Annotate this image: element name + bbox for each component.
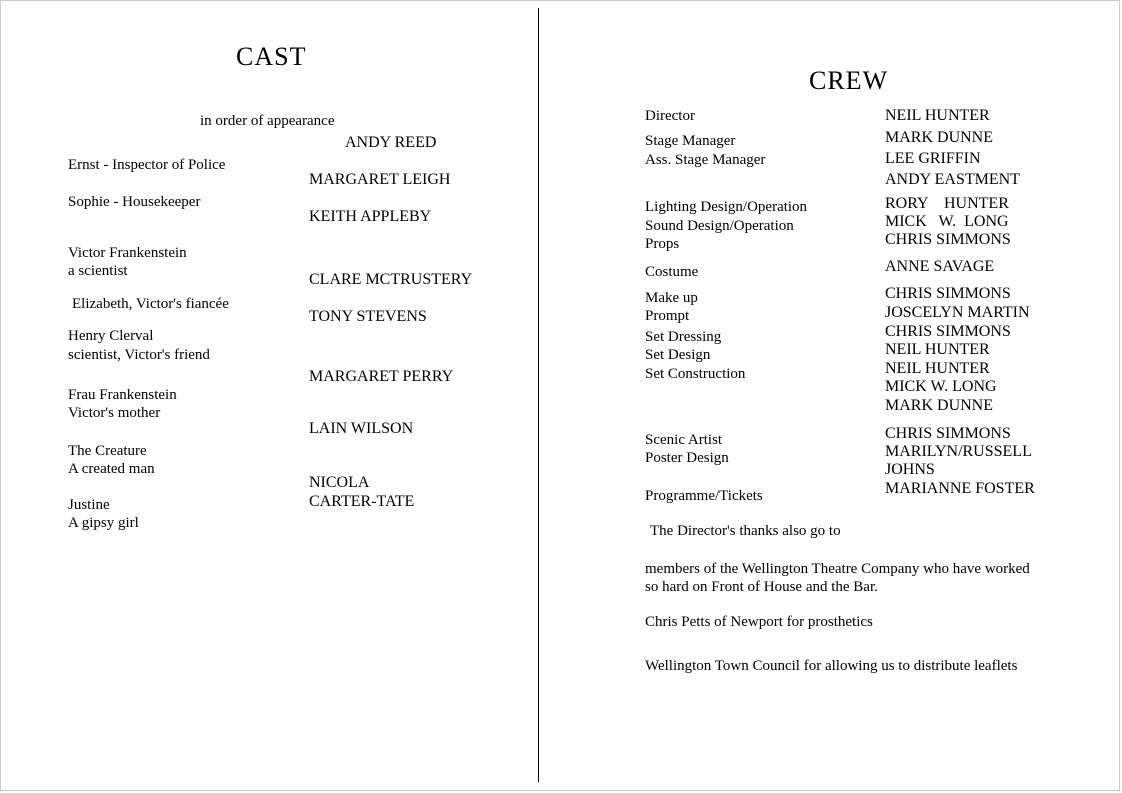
crew-name: NEIL HUNTER (885, 360, 990, 377)
crew-name: MICK W. LONG (885, 213, 1009, 230)
crew-role: Costume (645, 264, 699, 280)
thanks-line: Wellington Town Council for allowing us to distribute leaflets (645, 658, 1018, 674)
cast-actor: MARGARET LEIGH (309, 171, 451, 188)
crew-role: Stage Manager (645, 133, 736, 149)
crew-role: Set Dressing (645, 329, 722, 345)
cast-role: Henry Clerval (68, 328, 154, 344)
crew-role: Make up (645, 290, 698, 306)
cast-role: Elizabeth, Victor's fiancée (72, 296, 229, 312)
crew-role: Programme/Tickets (645, 488, 763, 504)
crew-name: JOHNS (885, 461, 935, 478)
crew-title: CREW (809, 66, 889, 95)
crew-role: Scenic Artist (645, 432, 723, 448)
cast-actor: TONY STEVENS (309, 308, 427, 325)
crew-name: MARK DUNNE (885, 397, 993, 414)
thanks-line: members of the Wellington Theatre Company who have worked (645, 561, 1030, 577)
crew-name: ANDY EASTMENT (885, 171, 1020, 188)
thanks-heading: The Director's thanks also go to (650, 523, 841, 539)
cast-role: scientist, Victor's friend (68, 347, 210, 363)
cast-role: The Creature (68, 443, 147, 459)
crew-name: CHRIS SIMMONS (885, 425, 1011, 442)
thanks-line: Chris Petts of Newport for prosthetics (645, 614, 873, 630)
cast-actor: KEITH APPLEBY (309, 208, 432, 225)
thanks-line: so hard on Front of House and the Bar. (645, 579, 878, 595)
crew-name: MARILYN/RUSSELL (885, 443, 1032, 460)
crew-role: Sound Design/Operation (645, 218, 794, 234)
crew-name: NEIL HUNTER (885, 107, 990, 124)
cast-role: Sophie - Housekeeper (68, 194, 201, 210)
crew-role: Props (645, 236, 680, 252)
cast-actor: LAIN WILSON (309, 420, 414, 437)
crew-role: Set Construction (645, 366, 746, 382)
cast-actor: MARGARET PERRY (309, 368, 454, 385)
crew-name: ANNE SAVAGE (885, 258, 995, 275)
crew-role: Poster Design (645, 450, 729, 466)
cast-role: Victor's mother (68, 405, 161, 421)
center-divider (538, 8, 539, 782)
crew-name: NEIL HUNTER (885, 341, 990, 358)
cast-role: Ernst - Inspector of Police (68, 157, 226, 173)
cast-actor: ANDY REED (345, 134, 437, 151)
cast-actor: NICOLA (309, 474, 370, 491)
cast-role: Frau Frankenstein (68, 387, 177, 403)
crew-name: CHRIS SIMMONS (885, 323, 1011, 340)
cast-actor: CARTER-TATE (309, 493, 415, 510)
cast-role: A created man (68, 461, 155, 477)
crew-name: MICK W. LONG (885, 378, 997, 395)
crew-role: Ass. Stage Manager (645, 152, 766, 168)
crew-name: CHRIS SIMMONS (885, 285, 1011, 302)
cast-subtitle: in order of appearance (200, 113, 335, 129)
crew-role: Prompt (645, 308, 690, 324)
crew-name: MARK DUNNE (885, 129, 993, 146)
crew-name: CHRIS SIMMONS (885, 231, 1011, 248)
cast-actor: CLARE MCTRUSTERY (309, 271, 473, 288)
crew-name: JOSCELYN MARTIN (885, 304, 1030, 321)
cast-role: A gipsy girl (68, 515, 139, 531)
cast-role: Justine (68, 497, 110, 513)
crew-role: Director (645, 108, 695, 124)
cast-role: Victor Frankenstein (68, 245, 187, 261)
cast-role: a scientist (68, 263, 128, 279)
crew-name: MARIANNE FOSTER (885, 480, 1035, 497)
crew-name: LEE GRIFFIN (885, 150, 981, 167)
crew-name: RORY HUNTER (885, 195, 1009, 212)
crew-role: Lighting Design/Operation (645, 199, 808, 215)
crew-role: Set Design (645, 347, 711, 363)
cast-title: CAST (236, 42, 307, 71)
